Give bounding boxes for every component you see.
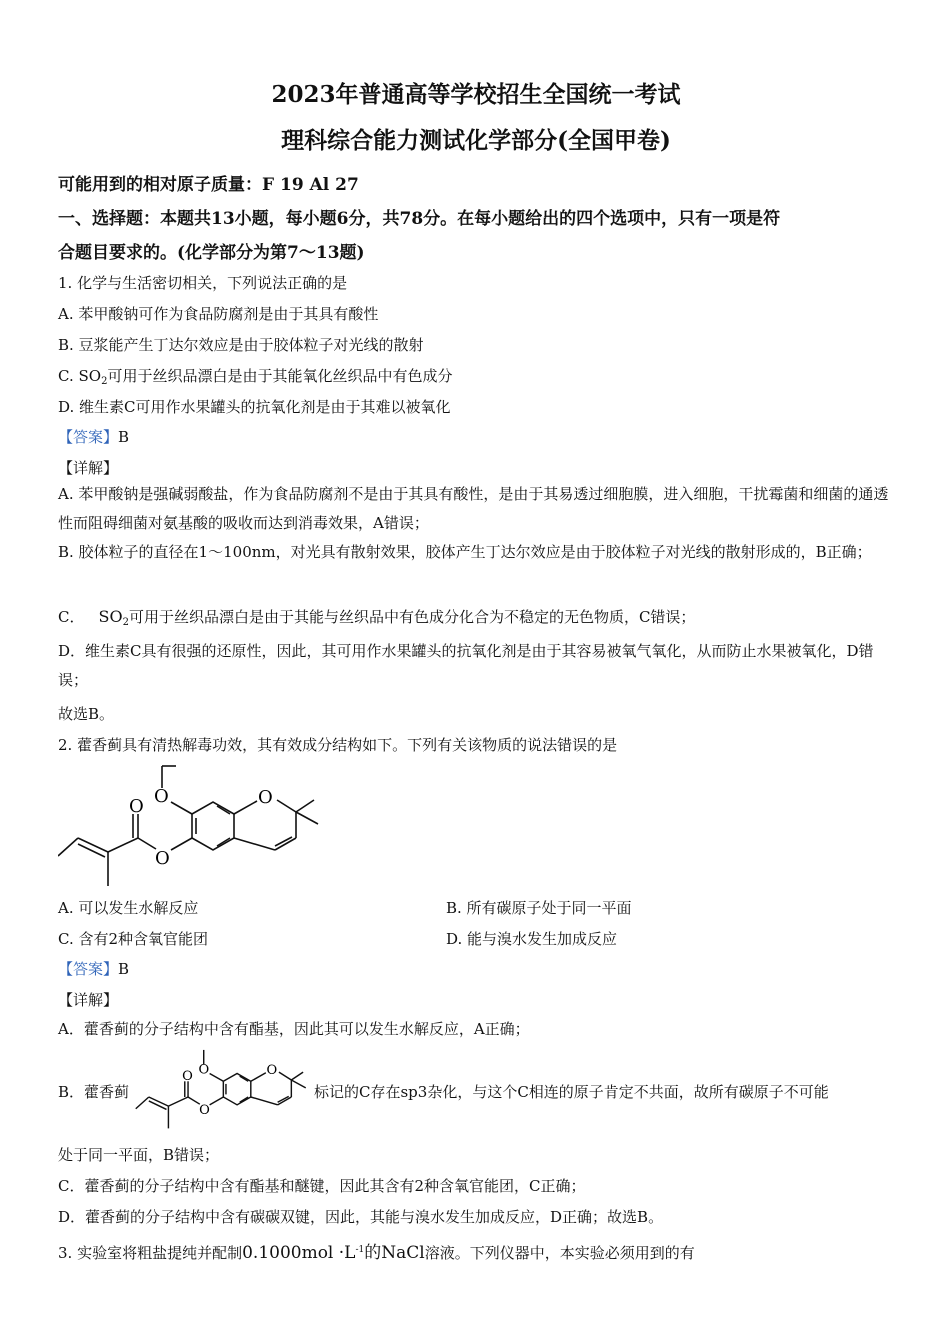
q1-conclusion: 故选B。	[58, 705, 115, 723]
small-ring-oxygen-label: O	[266, 1063, 278, 1079]
exam-subtitle: 理科综合能力测试化学部分(全国甲卷)	[281, 127, 671, 154]
ageratochromene-structure-small	[134, 1046, 314, 1131]
q1-option-a: A. 苯甲酸钠可作为食品防腐剂是由于其具有酸性	[58, 305, 379, 323]
q1-detail-b: B. 胶体粒子的直径在1～100nm，对光具有散射效果，胶体产生丁达尔效应是由于胶体粒子对光线的散射形成的，B正确；	[58, 543, 872, 561]
atomic-mass-note: 可能用到的相对原子质量：F 19 Al 27	[58, 175, 359, 195]
q2-stem: 2. 藿香蓟具有清热解毒功效，其有效成分结构如下。下列有关该物质的说法错误的是	[58, 736, 618, 754]
methoxy-oxygen-label: O	[154, 786, 169, 807]
exam-title: 2023年普通高等学校招生全国统一考试	[271, 81, 681, 108]
q1-detail-a: A. 苯甲酸钠是强碱弱酸盐，作为食品防腐剂不是由于其具有酸性，是由于其易透过细胞膜，进入细胞，干扰霉菌和细菌的通透性而阻碍细菌对氨基酸的吸收而达到消毒效果，A错误；	[58, 485, 889, 532]
q2-detail-d: D．藿香蓟的分子结构中含有碳碳双键，因此，其能与溴水发生加成反应，D正确；故选B。	[58, 1208, 664, 1226]
q1-detail-c: C． $SO_2$可用于丝织品漂白是由于其能与丝织品中有色成分化合为不稳定的无色物质，C错误；	[58, 607, 696, 628]
q1-option-d: D. 维生素C可用作水果罐头的抗氧化剂是由于其难以被氧化	[58, 398, 451, 416]
q2-detail-label: 【详解】	[58, 991, 119, 1009]
q2-option-c: C. 含有2种含氧官能团	[58, 930, 209, 948]
q2-detail-b-cont: 处于同一平面，B错误；	[58, 1146, 220, 1164]
ring-oxygen-label: O	[258, 787, 273, 808]
q1-option-b: B. 豆浆能产生丁达尔效应是由于胶体粒子对光线的散射	[58, 336, 424, 354]
q2-option-d: D. 能与溴水发生加成反应	[446, 930, 618, 948]
q1-detail-d: D．维生素C具有很强的还原性，因此，其可用作水果罐头的抗氧化剂是由于其容易被氧气氧化，从而防止水果被氧化，D错误；	[58, 642, 874, 689]
small-methoxy-oxygen-label: O	[198, 1062, 210, 1078]
q1-answer: 【答案】B	[58, 428, 130, 446]
small-carbonyl-oxygen-label: O	[182, 1069, 193, 1084]
ester-oxygen-label: O	[155, 848, 170, 869]
section-instructions-cont: 合题目要求的。(化学部分为第7～13题)	[58, 243, 365, 263]
q2-option-a: A. 可以发生水解反应	[58, 899, 199, 917]
q2-detail-c: C．藿香蓟的分子结构中含有酯基和醚键，因此其含有2种含氧官能团，C正确；	[58, 1177, 586, 1195]
q1-option-c: C. $SO_2$可用于丝织品漂白是由于其能氧化丝织品中有色成分	[58, 367, 453, 387]
q2-detail-b-pre: B．藿香蓟	[58, 1083, 130, 1101]
ageratochromene-structure	[58, 760, 328, 890]
small-ester-oxygen-label: O	[199, 1103, 210, 1118]
q2-answer: 【答案】B	[58, 960, 130, 978]
carbonyl-oxygen-label: O	[129, 796, 144, 817]
q1-detail-label: 【详解】	[58, 459, 119, 477]
q1-stem: 1. 化学与生活密切相关，下列说法正确的是	[58, 274, 348, 292]
q2-detail-b-post: 标记的C存在sp3杂化，与这个C相连的原子肯定不共面，故所有碳原子不可能	[314, 1083, 829, 1101]
q2-detail-a: A．藿香蓟的分子结构中含有酯基，因此其可以发生水解反应，A正确；	[58, 1020, 530, 1038]
q3-stem: 3. 实验室将粗盐提纯并配制$0.1000mol \cdot L^{-1}$的NaCl溶液。下列仪器中，本实验必须用到的有	[58, 1243, 695, 1263]
q2-option-b: B. 所有碳原子处于同一平面	[446, 899, 632, 917]
section-instructions: 一、选择题：本题共13小题，每小题6分，共78分。在每小题给出的四个选项中，只有一项是符	[58, 209, 781, 229]
